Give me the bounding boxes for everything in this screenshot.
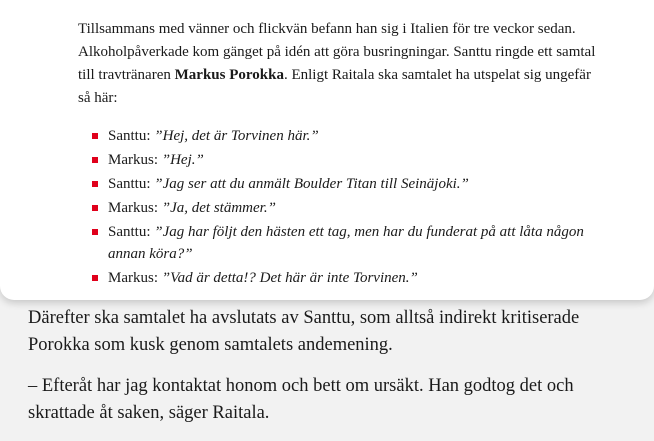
red-square-bullet-icon <box>92 181 98 187</box>
dialogue-speaker: Markus: <box>108 152 162 168</box>
dialogue-quote: ”Hej, det är Torvinen här.” <box>154 128 319 144</box>
dialogue-speaker: Santtu: <box>108 224 155 240</box>
intro-text-start: Tillsammans med vänner och flickvän befann han sig i Italien för tre veckor sedan. Alkoholpåverkade kom gänget på idén att göra busringningar. Santtu ringde ett samtal till travtränaren <box>78 21 596 83</box>
dialogue-speaker: Santtu: <box>108 128 155 144</box>
red-square-bullet-icon <box>92 229 98 235</box>
dialogue-quote: ”Ja, det stämmer.” <box>161 200 276 216</box>
red-square-bullet-icon <box>92 205 98 211</box>
dialogue-quote: ”Jag ser att du anmält Boulder Titan till Seinäjoki.” <box>154 176 469 192</box>
dialogue-item <box>78 221 598 265</box>
dialogue-item <box>78 149 598 171</box>
dialogue-item <box>78 197 598 219</box>
dialogue-quote: ”Vad är detta!? Det här är inte Torvinen.” <box>161 270 418 286</box>
intro-paragraph <box>78 18 598 110</box>
dialogue-item <box>78 173 598 195</box>
intro-name-bold: Markus Porokka <box>174 67 284 83</box>
dialogue-speaker: Santtu: <box>108 176 155 192</box>
article-paragraph: Därefter ska samtalet ha avslutats av Santtu, som alltså indirekt kritiserade Porokka som kusk genom samtalets andemening. <box>28 308 580 355</box>
dialogue-item <box>78 125 598 147</box>
quote-card-body <box>78 18 598 291</box>
red-square-bullet-icon <box>92 275 98 281</box>
intro-text-end: . Enligt Raitala ska samtalet ha utspelat sig ungefär så här: <box>78 67 591 106</box>
red-square-bullet-icon <box>92 133 98 139</box>
dialogue-speaker: Markus: <box>108 200 162 216</box>
dialogue-quote: ”Jag har följt den hästen ett tag, men har du funderat på att låta någon annan köra?” <box>108 224 584 262</box>
dialogue-quote: ”Hej.” <box>161 152 204 168</box>
article-body <box>28 305 628 441</box>
article-paragraph: – Efteråt har jag kontaktat honom och bett om ursäkt. Han godtog det och skrattade åt saken, säger Raitala. <box>28 376 574 423</box>
red-square-bullet-icon <box>92 157 98 163</box>
dialogue-item <box>78 267 598 289</box>
dialogue-speaker: Markus: <box>108 270 162 286</box>
dialogue-list <box>78 125 598 289</box>
